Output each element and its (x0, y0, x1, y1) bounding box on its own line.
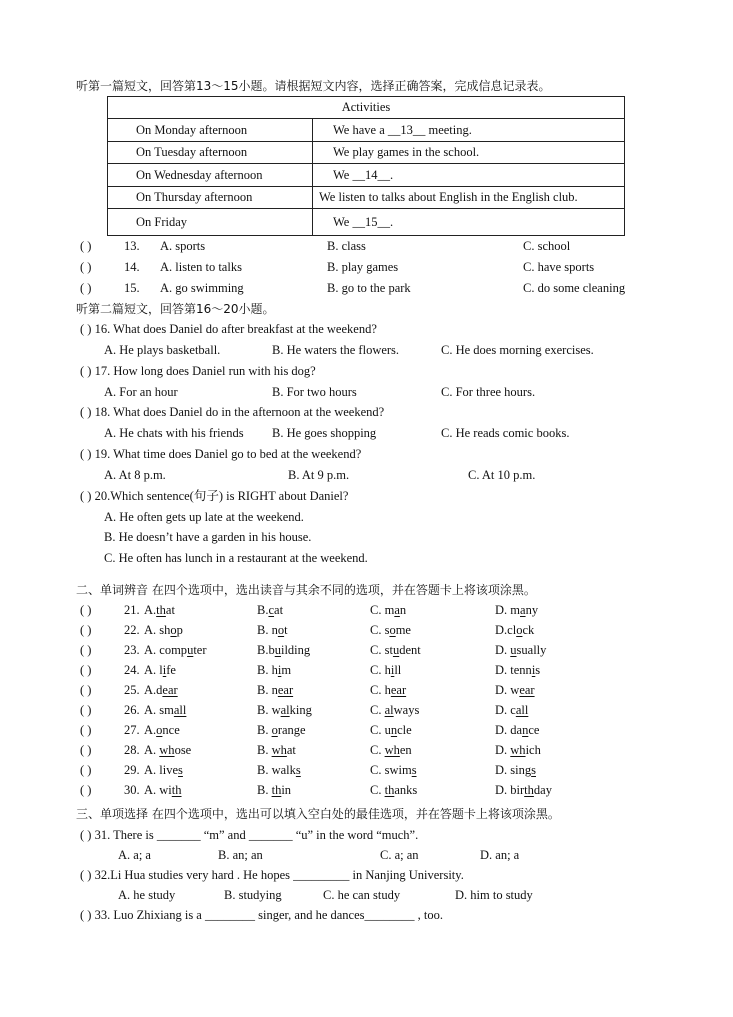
phonics-option-c[interactable]: C. hill (370, 663, 402, 677)
phonics-num: 24. (124, 663, 140, 677)
table-cell-day: On Tuesday afternoon (108, 141, 313, 163)
underlined-letters: s (295, 763, 301, 777)
underlined-letters: all (515, 703, 529, 717)
phonics-option-d[interactable]: D. usually (495, 643, 547, 657)
underlined-letters: u (274, 643, 281, 657)
phonics-option-b[interactable]: B. what (257, 743, 296, 757)
underlined-letters: th (524, 783, 534, 797)
q15-paren[interactable]: ( ) (80, 281, 92, 295)
section1-intro: 听第一篇短文，回答第13～15小题。请根据短文内容，选择正确答案，完成信息记录表。 (76, 79, 551, 93)
q13-option-c[interactable]: C. school (523, 239, 571, 253)
part3-title: 三、单项选择 在四个选项中，选出可以填入空白处的最佳选项，并在答题卡上将该项涂黑。 (76, 807, 560, 821)
phonics-option-a[interactable]: A. lives (144, 763, 183, 777)
q13-option-b[interactable]: B. class (327, 239, 366, 253)
q15-option-a[interactable]: A. go swimming (160, 281, 244, 295)
phonics-option-d[interactable]: D. dance (495, 723, 540, 737)
underlined-letters: th (271, 783, 282, 797)
phonics-paren[interactable]: ( ) (80, 663, 92, 677)
phonics-option-d[interactable]: D. birthday (495, 783, 552, 797)
q14-option-b[interactable]: B. play games (327, 260, 399, 274)
underlined-letters: a (520, 603, 526, 617)
q16-option-c[interactable]: C. He does morning exercises. (441, 343, 594, 357)
phonics-option-d[interactable]: D. many (495, 603, 539, 617)
underlined-letters: al (280, 703, 290, 717)
phonics-option-b[interactable]: B.building (257, 643, 311, 657)
underlined-letters: ear (162, 683, 178, 697)
phonics-option-b[interactable]: B. not (257, 623, 288, 637)
phonics-option-a[interactable]: A.dear (144, 683, 178, 697)
phonics-option-b[interactable]: B. thin (257, 783, 292, 797)
underlined-letters: al (384, 703, 394, 717)
q19-option-a[interactable]: A. At 8 p.m. (104, 468, 166, 482)
phonics-num: 25. (124, 683, 140, 697)
table-cell-activity: We listen to talks about English in the English club. (313, 186, 625, 208)
q13-num: 13. (124, 239, 140, 253)
underlined-letters: th (171, 783, 182, 797)
underlined-letters: u (392, 643, 400, 657)
underlined-letters: n (390, 723, 398, 737)
phonics-num: 26. (124, 703, 140, 717)
table-header: Activities (108, 97, 625, 119)
table-row (108, 186, 625, 208)
phonics-option-c[interactable]: C. uncle (370, 723, 412, 737)
phonics-option-c[interactable]: C. always (370, 703, 420, 717)
q18-option-a[interactable]: A. He chats with his friends (104, 426, 244, 440)
phonics-paren[interactable]: ( ) (80, 683, 92, 697)
q20-stem: ( ) 20.Which sentence(句子) is RIGHT about Daniel? (80, 489, 349, 503)
underlined-letters: o (170, 623, 177, 637)
q15-option-c[interactable]: C. do some cleaning (523, 281, 626, 295)
phonics-option-c[interactable]: C. man (370, 603, 407, 617)
table-row (108, 164, 625, 186)
phonics-option-a[interactable]: A. with (144, 783, 182, 797)
q32-option-c[interactable]: C. he can study (323, 888, 401, 902)
table-cell-day: On Monday afternoon (108, 119, 313, 141)
phonics-option-d[interactable]: D. wear (495, 683, 535, 697)
table-cell-day: On Wednesday afternoon (108, 164, 313, 186)
phonics-option-b[interactable]: B. near (257, 683, 294, 697)
table-cell-activity: We __14__. (313, 164, 625, 186)
q18-stem: ( ) 18. What does Daniel do in the afternoon at the weekend? (80, 405, 385, 419)
phonics-option-a[interactable]: A. shop (144, 623, 183, 637)
table-cell-activity: We __15__. (313, 209, 625, 236)
q17-option-a[interactable]: A. For an hour (104, 385, 178, 399)
phonics-num: 21. (124, 603, 140, 617)
q31-option-c[interactable]: C. a; an (380, 848, 419, 862)
q33-stem: ( ) 33. Luo Zhixiang is a ________ singer, and he dances________ , too. (80, 908, 443, 922)
underlined-letters: ear (519, 683, 535, 697)
phonics-paren[interactable]: ( ) (80, 723, 92, 737)
underlined-letters: th (156, 603, 166, 617)
q18-option-b[interactable]: B. He goes shopping (272, 426, 377, 440)
underlined-letters: wh (159, 743, 175, 757)
phonics-paren[interactable]: ( ) (80, 703, 92, 717)
phonics-option-a[interactable]: A. small (144, 703, 187, 717)
underlined-letters: ear (390, 683, 407, 697)
q32-option-b[interactable]: B. studying (224, 888, 282, 902)
phonics-num: 27. (124, 723, 140, 737)
underlined-letters: all (173, 703, 187, 717)
q17-stem: ( ) 17. How long does Daniel run with his dog? (80, 364, 316, 378)
q31-stem: ( ) 31. There is _______ “m” and _______ “u” in the word “much”. (80, 828, 419, 842)
phonics-option-c[interactable]: C. swims (370, 763, 417, 777)
table-cell-day: On Friday (108, 209, 313, 236)
q14-option-a[interactable]: A. listen to talks (160, 260, 242, 274)
phonics-option-b[interactable]: B. walks (257, 763, 301, 777)
phonics-paren[interactable]: ( ) (80, 643, 92, 657)
q13-paren[interactable]: ( ) (80, 239, 92, 253)
phonics-option-a[interactable]: A.that (144, 603, 175, 617)
phonics-option-a[interactable]: A. whose (144, 743, 192, 757)
phonics-option-b[interactable]: B.cat (257, 603, 284, 617)
activities-table (107, 96, 625, 236)
table-cell-activity: We play games in the school. (313, 141, 625, 163)
underlined-letters: o (516, 623, 523, 637)
phonics-option-b[interactable]: B. walking (257, 703, 312, 717)
phonics-option-b[interactable]: B. orange (257, 723, 306, 737)
table-cell-activity: We have a __13__ meeting. (313, 119, 625, 141)
underlined-letters: i (531, 663, 536, 677)
section2-intro: 听第二篇短文，回答第16～20小题。 (76, 302, 275, 316)
phonics-paren[interactable]: ( ) (80, 743, 92, 757)
q31-option-d[interactable]: D. an; a (480, 848, 520, 862)
phonics-paren[interactable]: ( ) (80, 603, 92, 617)
phonics-paren[interactable]: ( ) (80, 623, 92, 637)
underlined-letters: i (390, 663, 395, 677)
underlined-letters: c (268, 603, 275, 617)
table-row (108, 209, 625, 236)
underlined-letters: i (277, 663, 282, 677)
q14-paren[interactable]: ( ) (80, 260, 92, 274)
underlined-letters: wh (384, 743, 400, 757)
phonics-option-d[interactable]: D. tennis (495, 663, 541, 677)
q32-option-a[interactable]: A. he study (118, 888, 176, 902)
q14-option-c[interactable]: C. have sports (523, 260, 595, 274)
phonics-option-b[interactable]: B. him (257, 663, 292, 677)
q15-num: 15. (124, 281, 140, 295)
underlined-letters: o (277, 623, 285, 637)
q17-option-b[interactable]: B. For two hours (272, 385, 357, 399)
q20-option-c[interactable]: C. He often has lunch in a restaurant at the weekend. (104, 551, 368, 565)
phonics-paren[interactable]: ( ) (80, 763, 92, 777)
q17-option-c[interactable]: C. For three hours. (441, 385, 536, 399)
phonics-option-c[interactable]: C. thanks (370, 783, 418, 797)
phonics-option-c[interactable]: C. when (370, 743, 412, 757)
phonics-option-d[interactable]: D. call (495, 703, 529, 717)
phonics-option-d[interactable]: D.clock (495, 623, 535, 637)
underlined-letters: o (389, 623, 396, 637)
q19-option-c[interactable]: C. At 10 p.m. (468, 468, 536, 482)
underlined-letters: wh (271, 743, 287, 757)
underlined-letters: s (178, 763, 183, 777)
phonics-option-c[interactable]: C. hear (370, 683, 407, 697)
q15-option-b[interactable]: B. go to the park (327, 281, 411, 295)
q14-num: 14. (124, 260, 140, 274)
phonics-num: 28. (124, 743, 140, 757)
q16-option-b[interactable]: B. He waters the flowers. (272, 343, 400, 357)
q31-option-a[interactable]: A. a; a (118, 848, 151, 862)
underlined-letters: n (522, 723, 529, 737)
table-row (108, 119, 625, 141)
underlined-letters: i (162, 663, 167, 677)
q32-stem: ( ) 32.Li Hua studies very hard . He hopes _________ in Nanjing University. (80, 868, 464, 882)
q31-option-b[interactable]: B. an; an (218, 848, 263, 862)
q19-option-b[interactable]: B. At 9 p.m. (288, 468, 350, 482)
underlined-letters: s (531, 763, 536, 777)
phonics-option-a[interactable]: A. computer (144, 643, 207, 657)
underlined-letters: wh (510, 743, 526, 757)
underlined-letters: s (411, 763, 417, 777)
q13-option-a[interactable]: A. sports (160, 239, 206, 253)
underlined-letters: a (394, 603, 400, 617)
phonics-option-a[interactable]: A. life (144, 663, 176, 677)
phonics-num: 30. (124, 783, 140, 797)
underlined-letters: ear (277, 683, 294, 697)
phonics-num: 22. (124, 623, 140, 637)
q16-stem: ( ) 16. What does Daniel do after breakfast at the weekend? (80, 322, 377, 336)
underlined-letters: o (156, 723, 163, 737)
q16-option-a[interactable]: A. He plays basketball. (104, 343, 221, 357)
phonics-option-d[interactable]: D. sings (495, 763, 536, 777)
phonics-num: 23. (124, 643, 140, 657)
phonics-option-d[interactable]: D. which (495, 743, 541, 757)
table-row (108, 141, 625, 163)
underlined-letters: u (510, 643, 517, 657)
phonics-paren[interactable]: ( ) (80, 783, 92, 797)
phonics-option-a[interactable]: A.once (144, 723, 180, 737)
underlined-letters: o (271, 723, 278, 737)
q32-option-d[interactable]: D. him to study (455, 888, 533, 902)
phonics-option-c[interactable]: C. student (370, 643, 421, 657)
phonics-option-c[interactable]: C. some (370, 623, 411, 637)
underlined-letters: u (187, 643, 194, 657)
q20-option-a[interactable]: A. He often gets up late at the weekend. (104, 510, 304, 524)
q19-stem: ( ) 19. What time does Daniel go to bed at the weekend? (80, 447, 362, 461)
q20-option-b[interactable]: B. He doesn’t have a garden in his house. (104, 530, 312, 544)
q18-option-c[interactable]: C. He reads comic books. (441, 426, 570, 440)
table-cell-day: On Thursday afternoon (108, 186, 313, 208)
part2-title: 二、单词辨音 在四个选项中，选出读音与其余不同的选项，并在答题卡上将该项涂黑。 (76, 583, 536, 597)
phonics-num: 29. (124, 763, 140, 777)
underlined-letters: th (384, 783, 395, 797)
